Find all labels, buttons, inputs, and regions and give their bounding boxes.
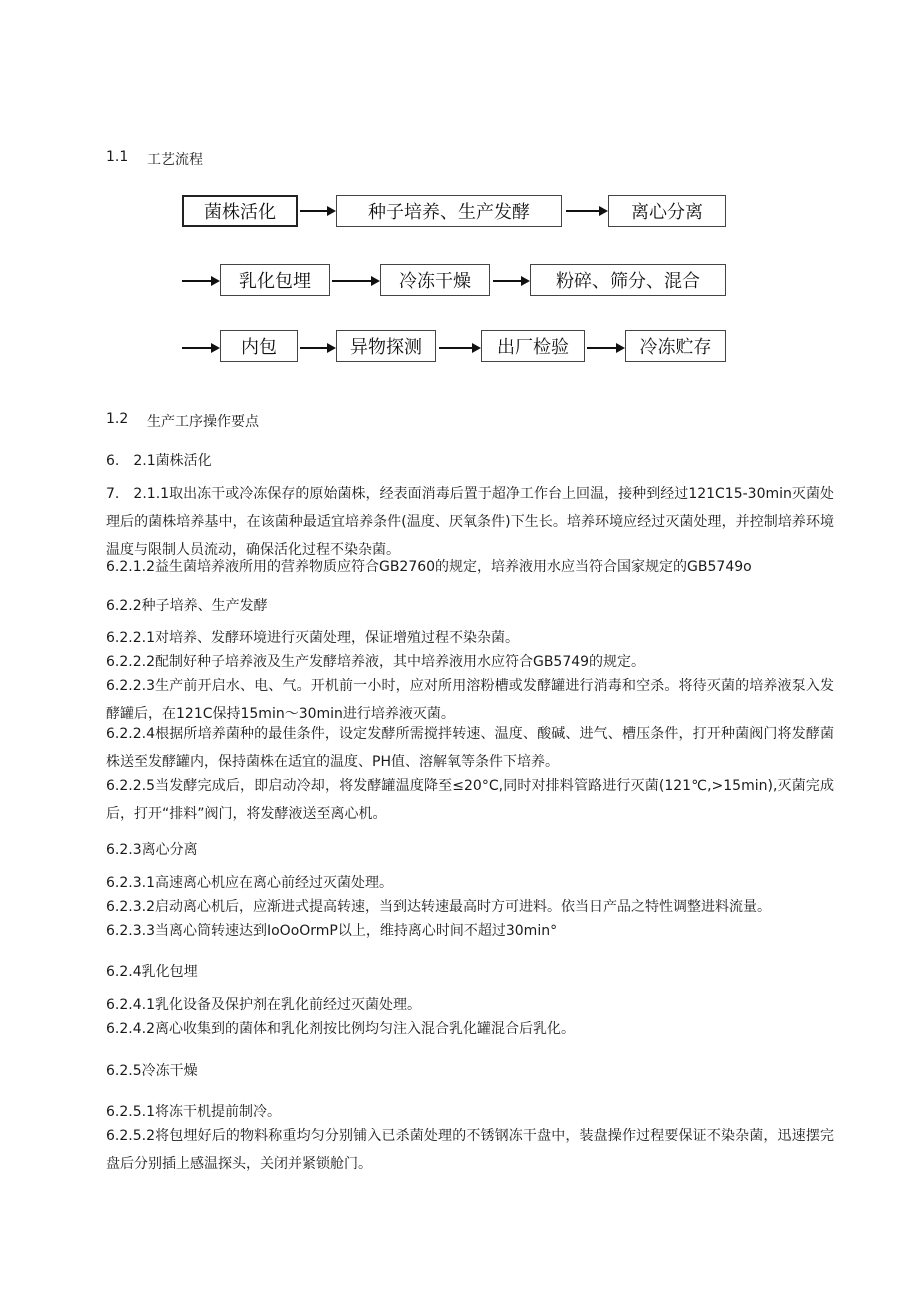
section-number-1-1: 1.1 <box>106 149 129 165</box>
paragraph-6-2-2-4: 6.2.2.4根据所培养菌种的最佳条件，设定发酵所需搅拌转速、温度、酸碱、进气、槽压条件，打开种菌阀门将发酵菌株送至发酵罐内，保持菌株在适宜的温度、PH值、溶解氧等条件下培养。 <box>106 726 834 770</box>
flow-box-frozen-storage: 冷冻贮存 <box>625 330 726 362</box>
flow-box-freeze-dry: 冷冻干燥 <box>380 264 490 296</box>
heading-6-2-5: 6.2.5冷冻干燥 <box>106 1063 198 1079</box>
paragraph-6-2-5-1: 6.2.5.1将冻干机提前制冷。 <box>106 1104 281 1120</box>
heading-6-2-4: 6.2.4乳化包埋 <box>106 964 198 980</box>
heading-6-2-1: 6. 2.1菌株活化 <box>106 453 212 469</box>
paragraph-6-2-2-2: 6.2.2.2配制好种子培养液及生产发酵培养液，其中培养液用水应符合GB5749的规定。 <box>106 654 646 670</box>
paragraph-6-2-3-2: 6.2.3.2启动离心机后，应渐进式提高转速，当到达转速最高时方可进料。依当日产品之特性调整进料流量。 <box>106 899 771 915</box>
flow-arrow <box>439 343 481 353</box>
section-title-1-2: 生产工序操作要点 <box>147 414 259 430</box>
paragraph-6-2-1-2: 6.2.1.2益生菌培养液所用的营养物质应符合GB2760的规定，培养液用水应当符合国家规定的GB5749o <box>106 559 752 575</box>
paragraph-6-2-4-1: 6.2.4.1乳化设备及保护剂在乳化前经过灭菌处理。 <box>106 997 421 1013</box>
heading-6-2-2: 6.2.2种子培养、生产发酵 <box>106 598 268 614</box>
section-title-1-1: 工艺流程 <box>147 152 203 168</box>
flow-box-seed-culture-fermentation: 种子培养、生产发酵 <box>336 195 562 227</box>
section-number-1-2: 1.2 <box>106 411 129 427</box>
paragraph-6-2-3-3: 6.2.3.3当离心筒转速达到IoOoOrmP以上，维持离心时间不超过30min° <box>106 923 558 939</box>
paragraph-6-2-4-2: 6.2.4.2离心收集到的菌体和乳化剂按比例均匀注入混合乳化罐混合后乳化。 <box>106 1021 575 1037</box>
paragraph-6-2-2-1: 6.2.2.1对培养、发酵环境进行灭菌处理，保证增殖过程不染杂菌。 <box>106 630 519 646</box>
flow-box-centrifugal-separation: 离心分离 <box>608 195 726 227</box>
flow-arrow <box>300 343 336 353</box>
paragraph-6-2-1-1: 7. 2.1.1取出冻干或冷冻保存的原始菌株，经表面消毒后置于超净工作台上回温，接种到经过121C15-30min灭菌处理后的菌株培养基中，在该菌种最适宜培养条件(温度、厌氧条件)下生长。培养环境应经过灭菌处理，并控制培养环境温度与限制人员流动，确保活化过程不染杂菌。 <box>106 486 834 558</box>
flow-box-factory-inspection: 出厂检验 <box>481 330 585 362</box>
flow-arrow <box>300 206 336 216</box>
flow-box-emulsify-embed: 乳化包埋 <box>220 264 330 296</box>
flow-box-inner-pack: 内包 <box>220 330 298 362</box>
flow-arrow <box>332 276 380 286</box>
paragraph-6-2-3-1: 6.2.3.1高速离心机应在离心前经过灭菌处理。 <box>106 875 393 891</box>
flow-arrow <box>182 276 220 286</box>
paragraph-6-2-2-5: 6.2.2.5当发酵完成后，即启动冷却，将发酵罐温度降至≤20°C,同时对排料管路进行灭菌(121℃,>15min),灭菌完成后，打开“排料”阀门，将发酵液送至离心机。 <box>106 778 834 822</box>
flow-box-foreign-detection: 异物探测 <box>336 330 436 362</box>
paragraph-6-2-2-3: 6.2.2.3生产前开启水、电、气。开机前一小时，应对所用溶粉槽或发酵罐进行消毒和空杀。将待灭菌的培养液泵入发酵罐后，在121C保持15min〜30min进行培养液灭菌。 <box>106 678 834 722</box>
paragraph-6-2-5-2: 6.2.5.2将包埋好后的物料称重均匀分别铺入已杀菌处理的不锈钢冻干盘中，装盘操作过程要保证不染杂菌，迅速摆完盘后分别插上感温探头，关闭并紧锁舱门。 <box>106 1128 834 1172</box>
flow-arrow <box>566 206 608 216</box>
flow-arrow <box>587 343 625 353</box>
heading-6-2-3: 6.2.3离心分离 <box>106 842 198 858</box>
flow-arrow <box>182 343 220 353</box>
flow-arrow <box>493 276 530 286</box>
flow-box-strain-activation: 菌株活化 <box>182 195 298 227</box>
flow-box-crush-sieve-mix: 粉碎、筛分、混合 <box>530 264 726 296</box>
